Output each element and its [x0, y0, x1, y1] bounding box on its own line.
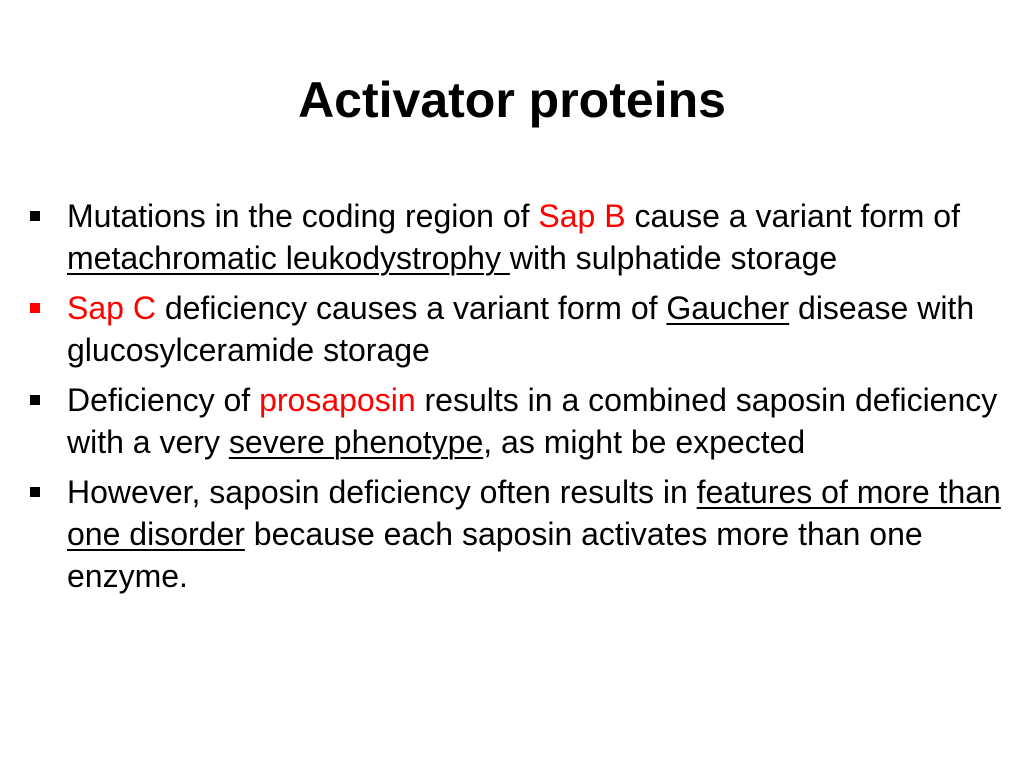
square-bullet-icon	[30, 303, 40, 313]
bullet-item-3	[30, 379, 1005, 463]
bullet-item-1	[30, 195, 1005, 279]
bullet-text	[67, 474, 1001, 594]
text-run: Mutations in the coding region of	[67, 198, 539, 234]
square-bullet-icon	[30, 487, 40, 497]
bullet-item-2	[30, 287, 1005, 371]
square-bullet-icon	[30, 211, 40, 221]
bullet-text	[67, 382, 997, 460]
text-run: because each saposin activates more than one enzyme.	[67, 516, 923, 594]
underlined-term: features of more than one disorder	[67, 474, 1001, 552]
text-run: However, saposin deficiency often results in	[67, 474, 697, 510]
underlined-term: Gaucher	[666, 290, 790, 326]
text-run: deficiency causes a variant form of	[155, 290, 667, 326]
text-run: results in a combined saposin deficiency with a very	[67, 382, 998, 460]
bullet-text	[67, 290, 974, 368]
underlined-term: metachromatic leukodystrophy	[67, 240, 510, 276]
highlight-term: Sap B	[538, 198, 626, 234]
highlight-term: prosaposin	[259, 382, 416, 418]
bullet-text	[67, 198, 960, 276]
slide-title: Activator proteins	[298, 72, 726, 128]
highlight-term: Sap C	[67, 290, 156, 326]
text-run: disease with glucosylceramide storage	[67, 290, 975, 368]
bullet-item-4	[30, 471, 1005, 597]
square-bullet-icon	[30, 395, 40, 405]
underlined-term: severe phenotype	[228, 424, 484, 460]
text-run: Deficiency of	[67, 382, 260, 418]
text-run: , as might be expected	[483, 424, 806, 460]
text-run: cause a variant form of	[625, 198, 960, 234]
bullet-list	[30, 195, 1005, 605]
text-run: with sulphatide storage	[509, 240, 838, 276]
